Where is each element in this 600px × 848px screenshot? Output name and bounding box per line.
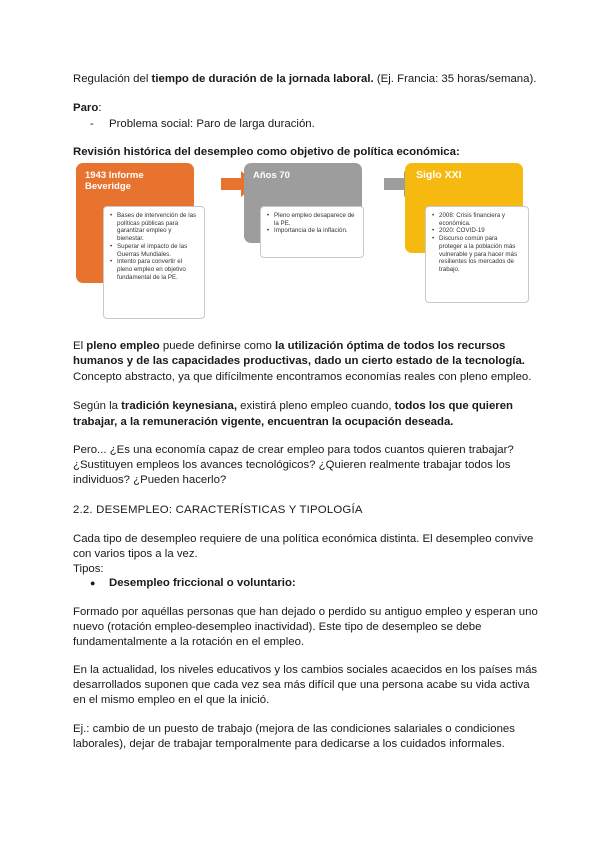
- jornada-text-1: Regulación del: [73, 73, 152, 85]
- paro-list-item: [0, 117, 600, 132]
- box-beveridge-title: 1943 Informe Beveridge: [85, 170, 144, 192]
- ej-line-2: laborales), dejar de trabajar temporalmente para dedicarse a los cuidados informales.: [73, 738, 505, 750]
- actualidad-line-1: En la actualidad, los niveles educativos y los cambios sociales acaecidos en los países más: [73, 664, 538, 676]
- revision-heading: Revisión histórica del desempleo como objetivo de política económica:: [73, 146, 460, 158]
- tipo-friccional-label: Desempleo friccional o voluntario:: [109, 577, 296, 589]
- jornada-paragraph: [73, 72, 540, 87]
- actualidad-line-3: en el mismo empleo en el que la inició.: [73, 694, 270, 706]
- box-anos70-content: [260, 206, 364, 258]
- jornada-text-3: (Ej. Francia: 35 horas/semana).: [373, 73, 537, 85]
- paro-label: Paro: [73, 102, 99, 114]
- pleno-line-3: Concepto abstracto, ya que difícilmente encontramos economías reales con pleno empleo.: [73, 371, 532, 383]
- ej-line-1: Ej.: cambio de un puesto de trabajo (mejora de las condiciones salariales o condiciones: [73, 723, 515, 735]
- formado-line-3: fundamentalmente a la rotación en el empleo.: [73, 636, 305, 648]
- pero-line-2: ¿Sustituyen empleos los avances tecnológicos? ¿Quieren realmente trabajar todos los: [73, 459, 511, 471]
- cada-line-2: con varios tipos a la vez.: [73, 548, 198, 560]
- box-anos70-title: Años 70: [253, 170, 290, 181]
- box-beveridge-content: [103, 206, 205, 319]
- sigloxxi-item: • 2020: COVID-19: [432, 227, 522, 235]
- sigloxxi-item: • 2008: Crisis financiera y económica.: [432, 212, 522, 227]
- beveridge-item: • Superar el impacto de las Guerras Mundiales.: [110, 243, 198, 258]
- actualidad-line-2: desarrollados suponen que cada vez sea más difícil que una persona acabe su vida activa: [73, 679, 530, 691]
- pero-line-1: Pero... ¿Es una economía capaz de crear empleo para todos cuantos quieren trabajar?: [73, 444, 514, 456]
- dash-bullet: -: [90, 118, 94, 130]
- pleno-line-1: El pleno empleo puede definirse como la utilización óptima de todos los recursos: [73, 340, 506, 352]
- jornada-text-bold: tiempo de duración de la jornada laboral.: [151, 73, 374, 85]
- cada-line-1: Cada tipo de desempleo requiere de una política económica distinta. El desempleo convive: [73, 533, 534, 545]
- paro-heading: [73, 101, 540, 116]
- paro-colon: :: [98, 102, 102, 114]
- sigloxxi-item: • Discurso común para proteger a la población más vulnerable y para hacer más resilientes los mercados de trabajo.: [432, 235, 522, 274]
- paro-item-text: Problema social: Paro de larga duración.: [109, 118, 315, 130]
- timeline-diagram: [76, 163, 536, 323]
- anos70-item: • Importancia de la inflación.: [267, 227, 357, 235]
- box-sigloxxi-title: Siglo XXI: [416, 169, 462, 181]
- pero-line-3: individuos? ¿Pueden hacerlo?: [73, 474, 227, 486]
- keynes-line-2: trabajar, a la remuneración vigente, encuentran la ocupación deseada.: [73, 416, 454, 428]
- tipo-friccional-item: [0, 576, 600, 591]
- pleno-line-2: humanos y de las capacidades productivas, dado un cierto estado de la tecnología.: [73, 355, 525, 367]
- beveridge-item: • Bases de intervención de las políticas públicas para garantizar empleo y bienestar.: [110, 212, 198, 243]
- anos70-item: • Pleno empleo desaparece de la PE.: [267, 212, 357, 227]
- box-sigloxxi-content: [425, 206, 529, 303]
- keynes-line-1: Según la tradición keynesiana, existirá pleno empleo cuando, todos los que quieren: [73, 400, 514, 412]
- dot-bullet: ●: [90, 578, 96, 588]
- tipos-label: Tipos:: [73, 563, 104, 575]
- formado-line-2: nuevo (rotación empleo-desempleo inactividad). Este tipo de desempleo se debe: [73, 621, 482, 633]
- section-title: 2.2. DESEMPLEO: CARACTERÍSTICAS Y TIPOLOGÍA: [73, 504, 363, 516]
- formado-line-1: Formado por aquéllas personas que han dejado o perdido su antiguo empleo y esperan uno: [73, 606, 538, 618]
- beveridge-item: • Intento para convertir el pleno empleo en objetivo fundamental de la PE.: [110, 258, 198, 281]
